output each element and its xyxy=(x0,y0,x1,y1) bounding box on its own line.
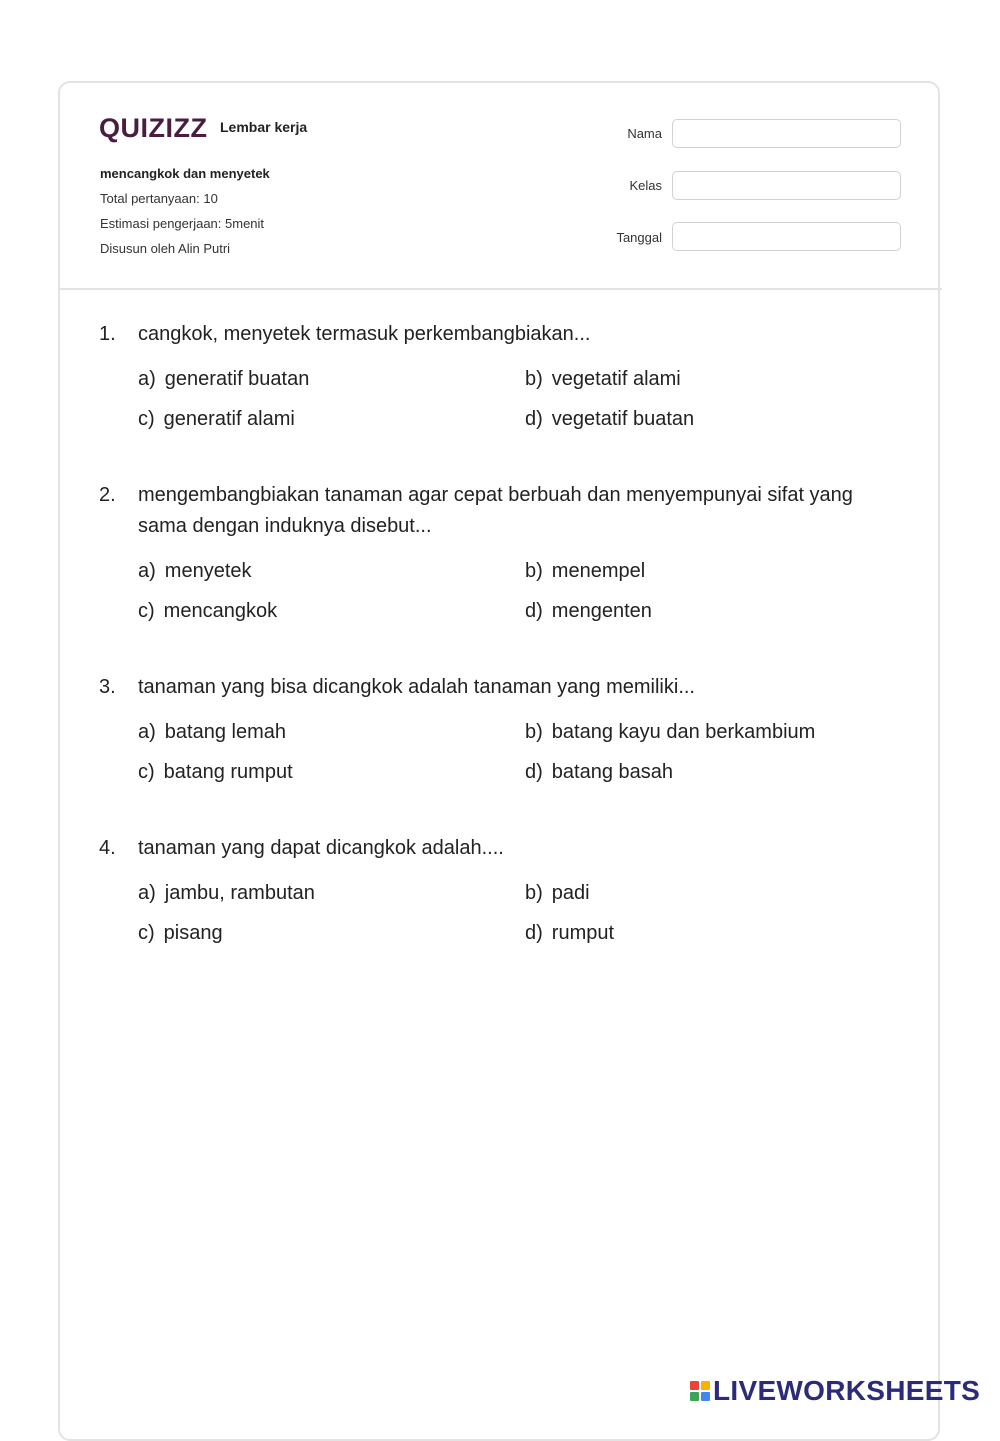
option-c[interactable] xyxy=(138,921,223,945)
total-questions: Total pertanyaan: 10 xyxy=(100,191,218,206)
option-b[interactable] xyxy=(525,559,645,583)
option-b[interactable] xyxy=(525,881,590,905)
option-text: batang basah xyxy=(551,761,674,783)
option-c[interactable] xyxy=(138,599,277,623)
author-line: Disusun oleh Alin Putri xyxy=(100,241,231,256)
option-b[interactable] xyxy=(525,720,815,744)
option-letter: d) xyxy=(525,922,543,944)
option-letter: d) xyxy=(525,761,543,783)
option-a[interactable] xyxy=(138,367,309,391)
option-letter: d) xyxy=(525,600,543,622)
option-letter: b) xyxy=(525,882,543,904)
sheet-label: Lembar kerja xyxy=(220,119,308,135)
question-1 xyxy=(99,319,889,431)
question-text: tanaman yang bisa dicangkok adalah tanaman yang memiliki... xyxy=(138,676,695,698)
option-text: generatif alami xyxy=(163,408,295,430)
time-estimate: Estimasi pengerjaan: 5menit xyxy=(100,216,265,231)
name-field[interactable] xyxy=(672,119,901,148)
option-letter: c) xyxy=(138,600,155,622)
question-number: 1. xyxy=(99,323,116,345)
option-a[interactable] xyxy=(138,720,286,744)
option-letter: b) xyxy=(525,368,543,390)
question-text: cangkok, menyetek termasuk perkembangbiakan... xyxy=(138,323,591,345)
option-letter: c) xyxy=(138,922,155,944)
option-a[interactable] xyxy=(138,881,315,905)
option-d[interactable] xyxy=(525,407,694,431)
option-letter: b) xyxy=(525,560,543,582)
quizizz-logo xyxy=(99,110,207,146)
option-text: mengenten xyxy=(551,600,652,622)
liveworksheets-logo[interactable] xyxy=(690,1374,980,1408)
option-text: vegetatif alami xyxy=(551,368,681,390)
cube-green xyxy=(690,1392,699,1401)
name-label: Nama xyxy=(627,126,662,141)
option-letter: c) xyxy=(138,408,155,430)
option-d[interactable] xyxy=(525,921,614,945)
question-4 xyxy=(99,833,889,945)
option-letter: a) xyxy=(138,882,156,904)
quiz-title: mencangkok dan menyetek xyxy=(100,166,270,181)
option-d[interactable] xyxy=(525,599,652,623)
option-letter: a) xyxy=(138,368,156,390)
class-field[interactable] xyxy=(672,171,901,200)
option-text: padi xyxy=(551,882,590,904)
cube-yellow xyxy=(701,1381,710,1390)
date-label: Tanggal xyxy=(616,230,662,245)
option-text: vegetatif buatan xyxy=(551,408,695,430)
option-text: jambu, rambutan xyxy=(164,882,315,904)
option-a[interactable] xyxy=(138,559,252,583)
question-number: 4. xyxy=(99,837,116,859)
option-letter: d) xyxy=(525,408,543,430)
option-letter: a) xyxy=(138,721,156,743)
option-letter: b) xyxy=(525,721,543,743)
date-field[interactable] xyxy=(672,222,901,251)
question-text: mengembangbiakan tanaman agar cepat berbuah dan menyempunyai sifat yang sama dengan induknya disebut... xyxy=(138,484,853,537)
logo-wordmark: QUIZIZZ xyxy=(99,112,208,143)
option-text: menempel xyxy=(551,560,646,582)
option-text: menyetek xyxy=(164,560,252,582)
question-2 xyxy=(99,480,889,623)
question-number: 3. xyxy=(99,676,116,698)
option-text: batang rumput xyxy=(163,761,293,783)
option-text: batang kayu dan berkambium xyxy=(551,721,816,743)
cube-blue xyxy=(701,1392,710,1401)
cubes-icon xyxy=(690,1381,710,1401)
option-b[interactable] xyxy=(525,367,681,391)
option-letter: a) xyxy=(138,560,156,582)
option-c[interactable] xyxy=(138,760,293,784)
option-c[interactable] xyxy=(138,407,295,431)
option-text: pisang xyxy=(163,922,223,944)
option-text: batang lemah xyxy=(164,721,286,743)
option-text: mencangkok xyxy=(163,600,278,622)
header-divider xyxy=(58,288,942,290)
class-label: Kelas xyxy=(629,178,662,193)
question-number: 2. xyxy=(99,484,116,506)
option-d[interactable] xyxy=(525,760,673,784)
option-text: rumput xyxy=(551,922,615,944)
option-letter: c) xyxy=(138,761,155,783)
option-text: generatif buatan xyxy=(164,368,310,390)
cube-red xyxy=(690,1381,699,1390)
question-text: tanaman yang dapat dicangkok adalah.... xyxy=(138,837,504,859)
liveworksheets-wordmark: LIVEWORKSHEETS xyxy=(713,1375,981,1406)
question-3 xyxy=(99,672,889,784)
